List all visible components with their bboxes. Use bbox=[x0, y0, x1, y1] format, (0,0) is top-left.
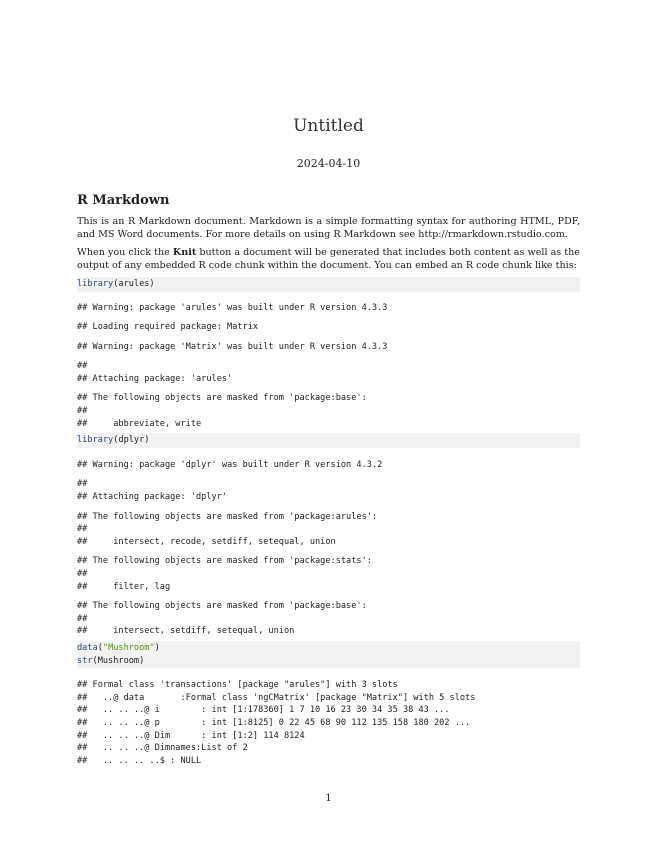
output-line: ## Loading required package: Matrix bbox=[77, 322, 259, 332]
output-line: ## Formal class 'transactions' [package "arules"] with 3 slots bbox=[77, 680, 398, 690]
output-line: ## bbox=[77, 479, 88, 489]
output-line: ## Warning: package 'Matrix' was built under R version 4.3.3 bbox=[77, 342, 388, 352]
output-line: ## Attaching package: 'dplyr' bbox=[77, 492, 228, 502]
output-line: ## .. .. .. ..$ : NULL bbox=[77, 756, 202, 766]
output-line: ## bbox=[77, 406, 88, 416]
output-line: ## .. .. ..@ p : int [1:8125] 0 22 45 68 90 112 135 158 180 202 ... bbox=[77, 718, 471, 728]
output-line: ## The following objects are masked from 'package:stats': bbox=[77, 556, 372, 566]
code-line bbox=[77, 642, 580, 655]
output-line: ## .. .. ..@ i : int [1:178360] 1 7 10 16 23 30 34 35 38 43 ... bbox=[77, 705, 450, 715]
output-line: ## Warning: package 'dplyr' was built under R version 4.3.2 bbox=[77, 460, 383, 470]
output-line: ## The following objects are masked from 'package:arules': bbox=[77, 512, 378, 522]
code-function: data bbox=[77, 643, 98, 653]
output-line: ## bbox=[77, 361, 88, 371]
output-line: ## bbox=[77, 569, 88, 579]
code-argument: (dplyr) bbox=[113, 435, 150, 445]
knit-paragraph bbox=[77, 247, 580, 273]
code-paren: ( bbox=[97, 643, 103, 653]
knit-keyword: Knit bbox=[172, 247, 197, 258]
output-line: ## .. .. ..@ Dim : int [1:2] 114 8124 bbox=[77, 731, 305, 741]
code-function: library bbox=[77, 279, 114, 289]
page-number: 1 bbox=[325, 793, 332, 804]
code-paren: ) bbox=[154, 643, 160, 653]
knit-paragraph-text-2: button a document will be generated that includes both content as well as the output of any embedded R code chunk within the document. You can embed an R code chunk like this: bbox=[77, 247, 580, 271]
output-line: ## .. .. ..@ Dimnames:List of 2 bbox=[77, 743, 248, 753]
document-title: Untitled bbox=[293, 116, 364, 136]
code-function: str bbox=[77, 655, 93, 666]
code-chunk-data-mushroom bbox=[77, 641, 580, 668]
output-line: ## The following objects are masked from 'package:base': bbox=[77, 601, 367, 611]
output-line: ## intersect, setdiff, setequal, union bbox=[77, 626, 295, 636]
output-line: ## abbreviate, write bbox=[77, 419, 202, 429]
code-argument: (Mushroom) bbox=[92, 655, 145, 666]
output-line: ## intersect, recode, setdiff, setequal, union bbox=[77, 537, 336, 547]
section-heading: R Markdown bbox=[77, 193, 170, 208]
output-line: ## filter, lag bbox=[77, 582, 171, 592]
code-chunk-library-arules bbox=[77, 277, 580, 292]
code-function: library bbox=[77, 435, 114, 445]
code-chunk-library-dplyr bbox=[77, 433, 580, 448]
intro-paragraph: This is an R Markdown document. Markdown is a simple formatting syntax for authoring HTML, PDF, and MS Word documents. For more details on using R Markdown see http://rmarkdown.rstudio.com. bbox=[77, 216, 580, 240]
code-string: "Mushroom" bbox=[102, 643, 155, 653]
output-line: ## ..@ data :Formal class 'ngCMatrix' [package "Matrix"] with 5 slots bbox=[77, 693, 476, 703]
output-line: ## bbox=[77, 614, 88, 624]
output-line: ## Attaching package: 'arules' bbox=[77, 374, 233, 384]
code-line bbox=[77, 655, 580, 668]
output-line: ## Warning: package 'arules' was built under R version 4.3.3 bbox=[77, 303, 388, 313]
document-date: 2024-04-10 bbox=[296, 157, 361, 170]
output-line: ## The following objects are masked from 'package:base': bbox=[77, 393, 367, 403]
knit-paragraph-text-1: When you click the bbox=[77, 247, 173, 258]
output-line: ## bbox=[77, 524, 88, 534]
code-argument: (arules) bbox=[113, 279, 155, 289]
